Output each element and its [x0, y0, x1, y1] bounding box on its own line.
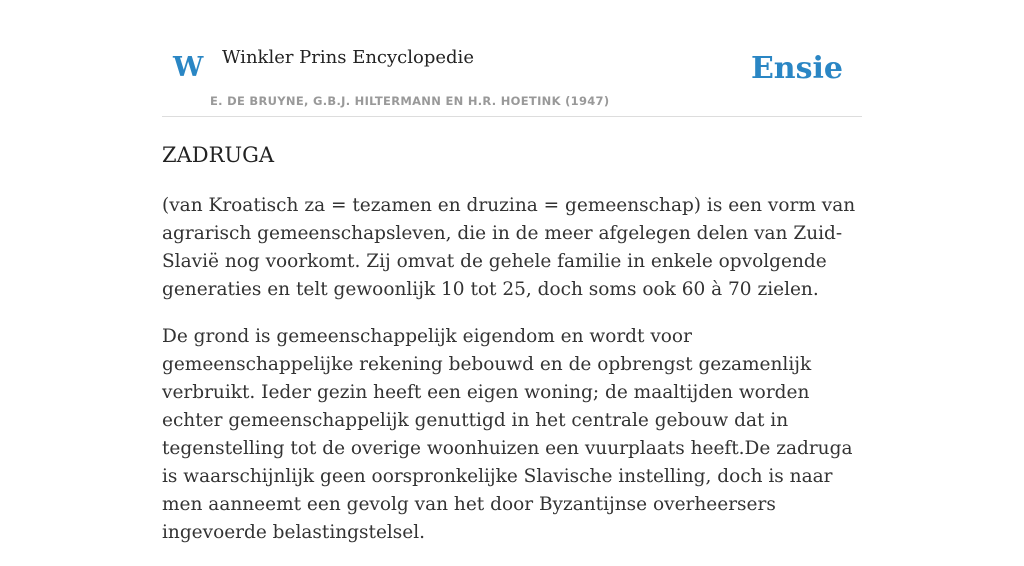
source-title-link[interactable]: Winkler Prins Encyclopedie — [222, 47, 474, 68]
winkler-prins-logo-icon[interactable]: W — [173, 52, 204, 83]
source-authors: E. DE BRUYNE, G.B.J. HILTERMANN EN H.R. HOETINK (1947) — [210, 94, 610, 108]
article-body — [162, 192, 864, 566]
article-paragraph: De grond is gemeenschappelijk eigendom en wordt voor gemeenschappelijke rekening bebouwd en de opbrengst gezamenlijk verbruikt. Ieder gezin heeft een eigen woning; de maaltijden worden echter gemeenschappelijk genuttigd in het centrale gebouw dat in tegenstelling tot de overige woonhuizen een vuurplaats heeft.De zadruga is waarschijnlijk geen oorspronkelijke Slavische instelling, doch is naar men aanneemt een gevolg van het door Byzantijnse overheersers ingevoerde belastingstelsel. — [162, 326, 853, 543]
ensie-logo-link[interactable]: Ensie — [750, 51, 843, 86]
page-header — [162, 0, 862, 117]
article-paragraph: (van Kroatisch za = tezamen en druzina = gemeenschap) is een vorm van agrarisch gemeenschapsleven, die in de meer afgelegen delen van Zuid-Slavië nog voorkomt. Zij omvat de gehele familie in enkele opvolgende generaties en telt gewoonlijk 10 tot 25, doch soms ook 60 à 70 zielen. — [162, 195, 856, 300]
article-title: ZADRUGA — [162, 143, 275, 167]
